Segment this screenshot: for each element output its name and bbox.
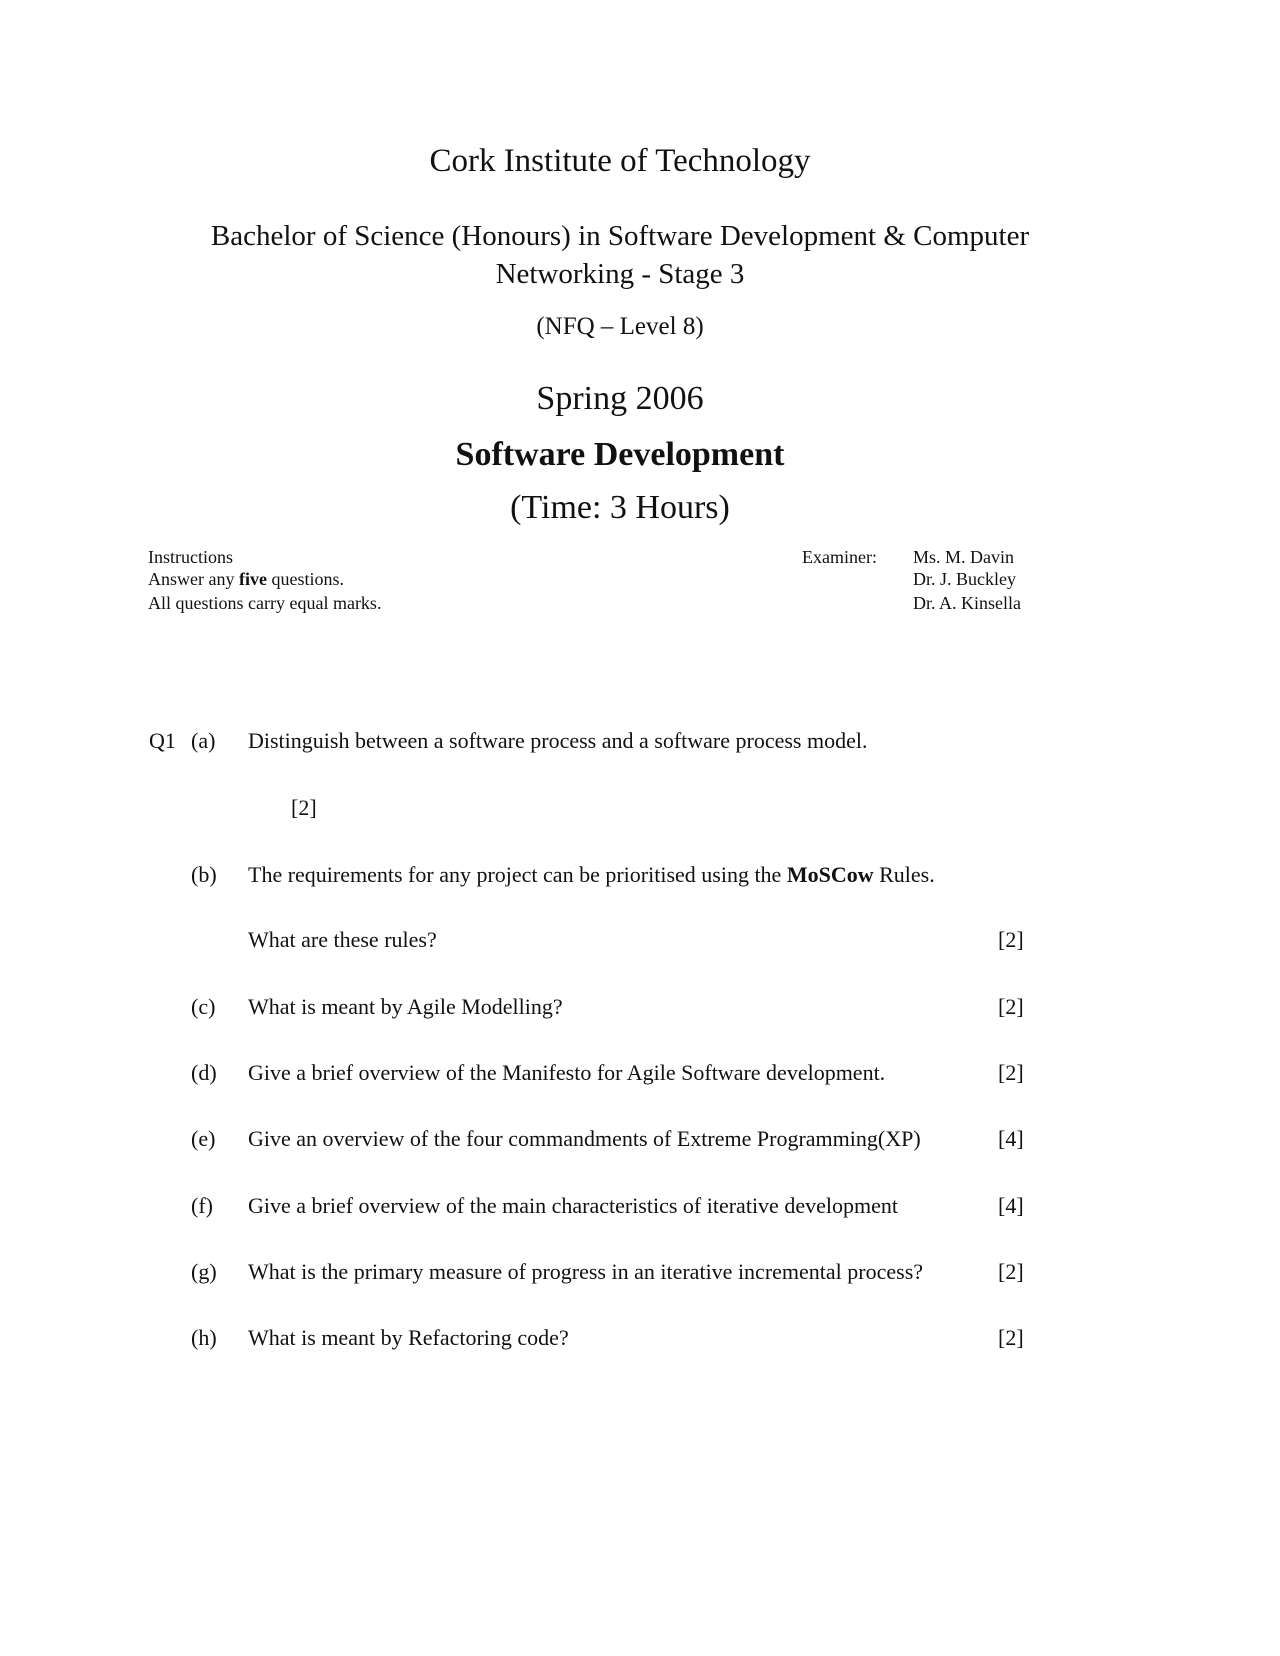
part-label-b: (b) [191, 862, 217, 887]
part-label-h: (h) [191, 1325, 217, 1350]
examiner-name: Dr. A. Kinsella [913, 593, 1021, 613]
part-marks-g: [2] [998, 1259, 1024, 1284]
examiner-name: Ms. M. Davin [913, 547, 1015, 567]
part-label-c: (c) [191, 994, 216, 1019]
part-marks-d: [2] [998, 1060, 1024, 1085]
instructions-line-1-emphasis: five [238, 569, 267, 589]
examiner-name: Dr. J. Buckley [913, 569, 1016, 589]
part-text-h: What is meant by Refactoring code? [248, 1325, 569, 1350]
part-label-e: (e) [191, 1126, 216, 1151]
instructions-line-1-post: questions. [266, 569, 344, 589]
instructions-line-1 [148, 569, 344, 590]
question-number: Q1 [149, 728, 176, 753]
exam-subject: Software Development [455, 436, 785, 473]
part-label-f: (f) [191, 1193, 213, 1218]
instructions-line-1-pre: Answer any [148, 569, 239, 589]
exam-session: Spring 2006 [536, 380, 704, 417]
part-label-d: (d) [191, 1060, 217, 1085]
part-text-b-pre: The requirements for any project can be prioritised using the [248, 862, 787, 887]
part-text-b-emphasis: MoSCow [786, 862, 874, 887]
part-label-g: (g) [191, 1259, 217, 1284]
part-text-b-post: Rules. [873, 862, 935, 887]
part-text-c: What is meant by Agile Modelling? [248, 994, 563, 1019]
exam-duration: (Time: 3 Hours) [510, 489, 730, 526]
part-text-a: Distinguish between a software process and a software process model. [248, 728, 868, 753]
instructions-line-2: All questions carry equal marks. [148, 593, 382, 613]
degree-title-line-1: Bachelor of Science (Honours) in Software Development & Computer [210, 220, 1030, 252]
part-text-b-line-2: What are these rules? [248, 927, 437, 952]
part-marks-f: [4] [998, 1193, 1024, 1218]
part-marks-c: [2] [998, 994, 1024, 1019]
examiner-label: Examiner: [802, 547, 877, 567]
part-text-f: Give a brief overview of the main characteristics of iterative development [248, 1193, 898, 1218]
part-label-a: (a) [191, 728, 216, 753]
instructions-heading: Instructions [148, 547, 233, 567]
part-text-g: What is the primary measure of progress in an iterative incremental process? [248, 1259, 924, 1284]
part-marks-b: [2] [998, 927, 1024, 952]
degree-title-line-2: Networking - Stage 3 [495, 258, 745, 290]
part-marks-a: [2] [291, 795, 317, 820]
part-marks-h: [2] [998, 1325, 1024, 1350]
part-marks-e: [4] [998, 1126, 1024, 1151]
institution-title: Cork Institute of Technology [429, 143, 811, 179]
part-text-b [248, 862, 935, 888]
nfq-level: (NFQ – Level 8) [536, 313, 704, 340]
part-text-d: Give a brief overview of the Manifesto for Agile Software development. [248, 1060, 886, 1085]
part-text-e: Give an overview of the four commandments of Extreme Programming(XP) [248, 1126, 921, 1151]
